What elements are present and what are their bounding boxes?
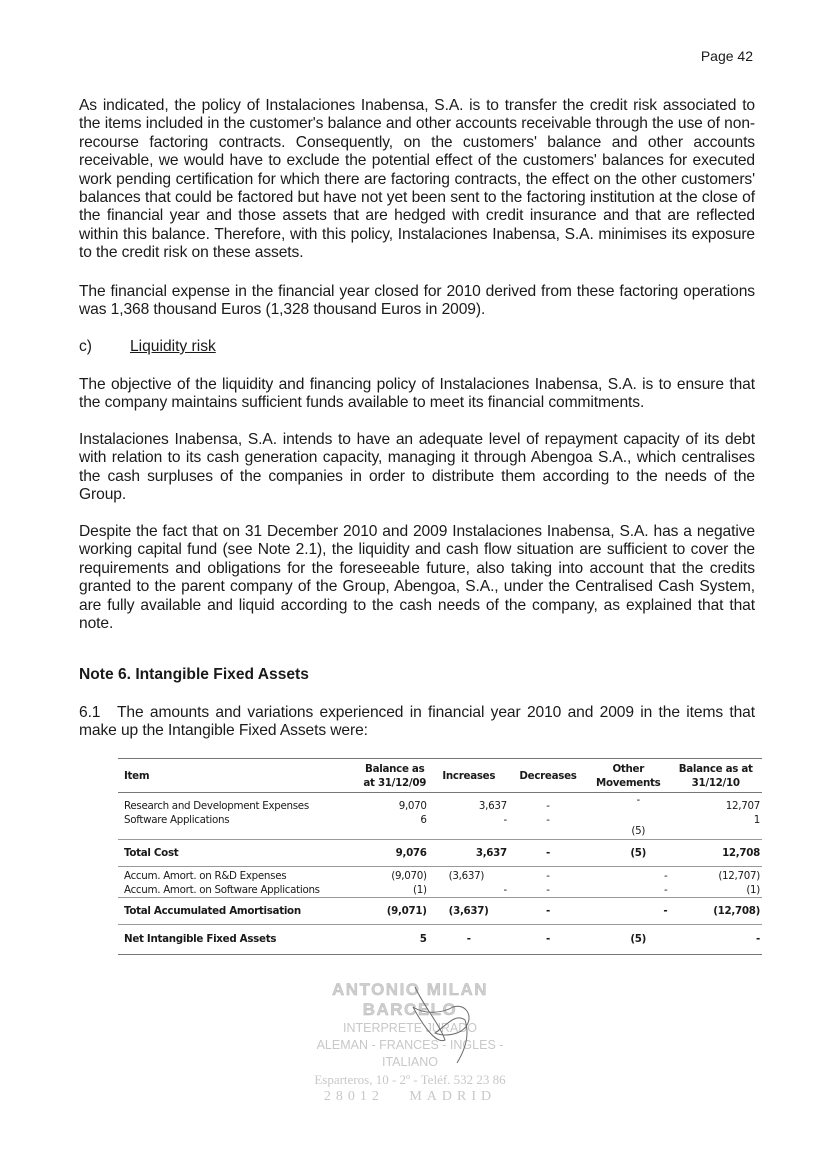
cell-increases: 3,637 (478, 800, 507, 812)
cell-balance-10: (1) (746, 883, 760, 896)
cell-balance-10: (12,708) (713, 904, 760, 917)
paragraph-6-1-text: The amounts and variations experienced in financial year 2010 and 2009 in the items that make up the Intangible Fixed Assets were: (79, 704, 755, 740)
cell-increases: - (503, 814, 507, 826)
cell-decreases: - (546, 883, 550, 896)
cell-decreases: - (546, 869, 550, 882)
cell-increases: (3,637) (448, 869, 485, 882)
cell-balance-10: (12,707) (718, 869, 760, 882)
cell-item: Accum. Amort. on R&D Expenses (124, 869, 287, 882)
cell-other-movements: (5) (631, 824, 646, 837)
cell-other-movements: - (663, 869, 668, 882)
header-decreases: Decreases (519, 769, 577, 782)
header-item: Item (124, 769, 150, 782)
cell-decreases: - (546, 800, 550, 812)
paragraph-credit-risk-policy: As indicated, the policy of Instalaciones Inabensa, S.A. is to transfer the credit risk associated to the items included in the customer's balance and other accounts receivable through the use of non-recourse factoring contracts. Consequently, on the customers' balance and other accounts receivable, we would have to exclude the potential effect of the customers' balances for executed work pending certification for which there are factoring contracts, the effect on the other customers' balances that could be factored but have not yet been sent to the factoring institution at the close of the financial year and those assets that are hedged with credit insurance and that are reflected within this balance. Therefore, with this policy, Instalaciones Inabensa, S.A. minimises its exposure to the credit risk on these assets. (79, 97, 755, 262)
cell-balance-10: 12,708 (722, 846, 760, 859)
cell-balance-09: (9,070) (391, 869, 427, 882)
subsection-heading-liquidity-risk (79, 338, 216, 356)
table-row (118, 883, 762, 898)
cell-item: Total Cost (124, 846, 179, 859)
table-row-total-amortisation (118, 897, 762, 924)
paragraph-repayment-capacity: Instalaciones Inabensa, S.A. intends to have an adequate level of repayment capacity of its debt with relation to its cash generation capacity, managing it through Abengoa S.A., which centralises the cash surpluses of the companies in order to distribute them according to the needs of the Group. (79, 431, 755, 504)
signature-icon (395, 985, 485, 1065)
table-row-total-cost (118, 839, 762, 866)
header-balance-10: Balance as at 31/12/10 (678, 762, 753, 789)
cell-decreases: - (546, 814, 550, 826)
table-header-row (118, 759, 762, 793)
note-6-heading: Note 6. Intangible Fixed Assets (79, 666, 309, 683)
table-row (118, 866, 762, 883)
cell-increases: - (503, 883, 507, 896)
header-other-movements: Other Movements (596, 762, 661, 789)
table-row-net-assets (118, 924, 762, 954)
paragraph-number: 6.1 (79, 704, 101, 721)
cell-balance-09: (1) (412, 883, 427, 896)
paragraph-factoring-expense: The financial expense in the financial year closed for 2010 derived from these factoring operations was 1,368 thousand Euros (1,328 thousand Euros in 2009). (79, 283, 755, 319)
page-number: Page 42 (700, 48, 753, 64)
stamp-title: INTERPRETE JURADO (342, 1021, 478, 1035)
table-row (118, 793, 762, 814)
cell-increases: 3,637 (475, 846, 507, 859)
cell-item: Net Intangible Fixed Assets (124, 933, 277, 945)
subsection-title: Liquidity risk (130, 338, 216, 355)
cell-balance-09: 9,070 (398, 800, 427, 812)
stamp-name: ANTONIO MILAN BARCELO (331, 980, 489, 1019)
cell-other-movements: (5) (630, 933, 647, 945)
cell-increases: (3,637) (448, 904, 489, 917)
cell-other-movements: - (663, 904, 668, 917)
header-increases: Increases (442, 769, 496, 782)
cell-balance-09: 9,076 (395, 846, 427, 859)
cell-balance-09: 6 (420, 814, 427, 826)
cell-balance-09: (9,071) (386, 904, 427, 917)
paragraph-liquidity-objective: The objective of the liquidity and financing policy of Instalaciones Inabensa, S.A. is to ensure that the company maintains sufficient funds available to meet its financial commitments. (79, 376, 755, 412)
cell-other-movements: (5) (630, 846, 647, 859)
header-balance-09: Balance as at 31/12/09 (363, 762, 427, 789)
stamp-address: Esparteros, 10 - 2º - Teléf. 532 23 86 (314, 1072, 506, 1087)
cell-balance-09: 5 (419, 933, 427, 945)
cell-balance-10: 12,707 (725, 800, 760, 812)
stamp-languages: ALEMAN - FRANCES - INGLES - ITALIANO (316, 1038, 504, 1069)
cell-increases: - (466, 933, 471, 945)
intangible-assets-table (118, 758, 762, 955)
cell-item: Accum. Amort. on Software Applications (124, 883, 320, 896)
cell-other-movements: - (663, 883, 668, 896)
cell-decreases: - (546, 904, 550, 917)
cell-balance-10: 1 (753, 814, 760, 826)
table-row (118, 813, 762, 839)
stamp-city: 28012 MADRID (323, 1089, 497, 1104)
paragraph-6-1 (79, 704, 755, 741)
cell-other-movements: - (636, 794, 640, 806)
cell-item: Research and Development Expenses (124, 800, 309, 812)
subsection-letter: c) (79, 338, 92, 355)
cell-decreases: - (546, 846, 550, 859)
cell-decreases: - (546, 933, 550, 945)
paragraph-working-capital: Despite the fact that on 31 December 2010 and 2009 Instalaciones Inabensa, S.A. has a negative working capital fund (see Note 2.1), the liquidity and cash flow situation are sufficient to cover the requirements and obligations for the foreseeable future, also taking into account that the credits granted to the parent company of the Group, Abengoa, S.A., under the Centralised Cash System, are fully available and liquid according to the cash needs of the company, as explained that that note. (79, 523, 755, 633)
cell-item: Software Applications (124, 814, 230, 826)
signature-stroke (413, 987, 469, 1063)
cell-balance-10: - (756, 933, 760, 945)
cell-item: Total Accumulated Amortisation (124, 904, 301, 917)
